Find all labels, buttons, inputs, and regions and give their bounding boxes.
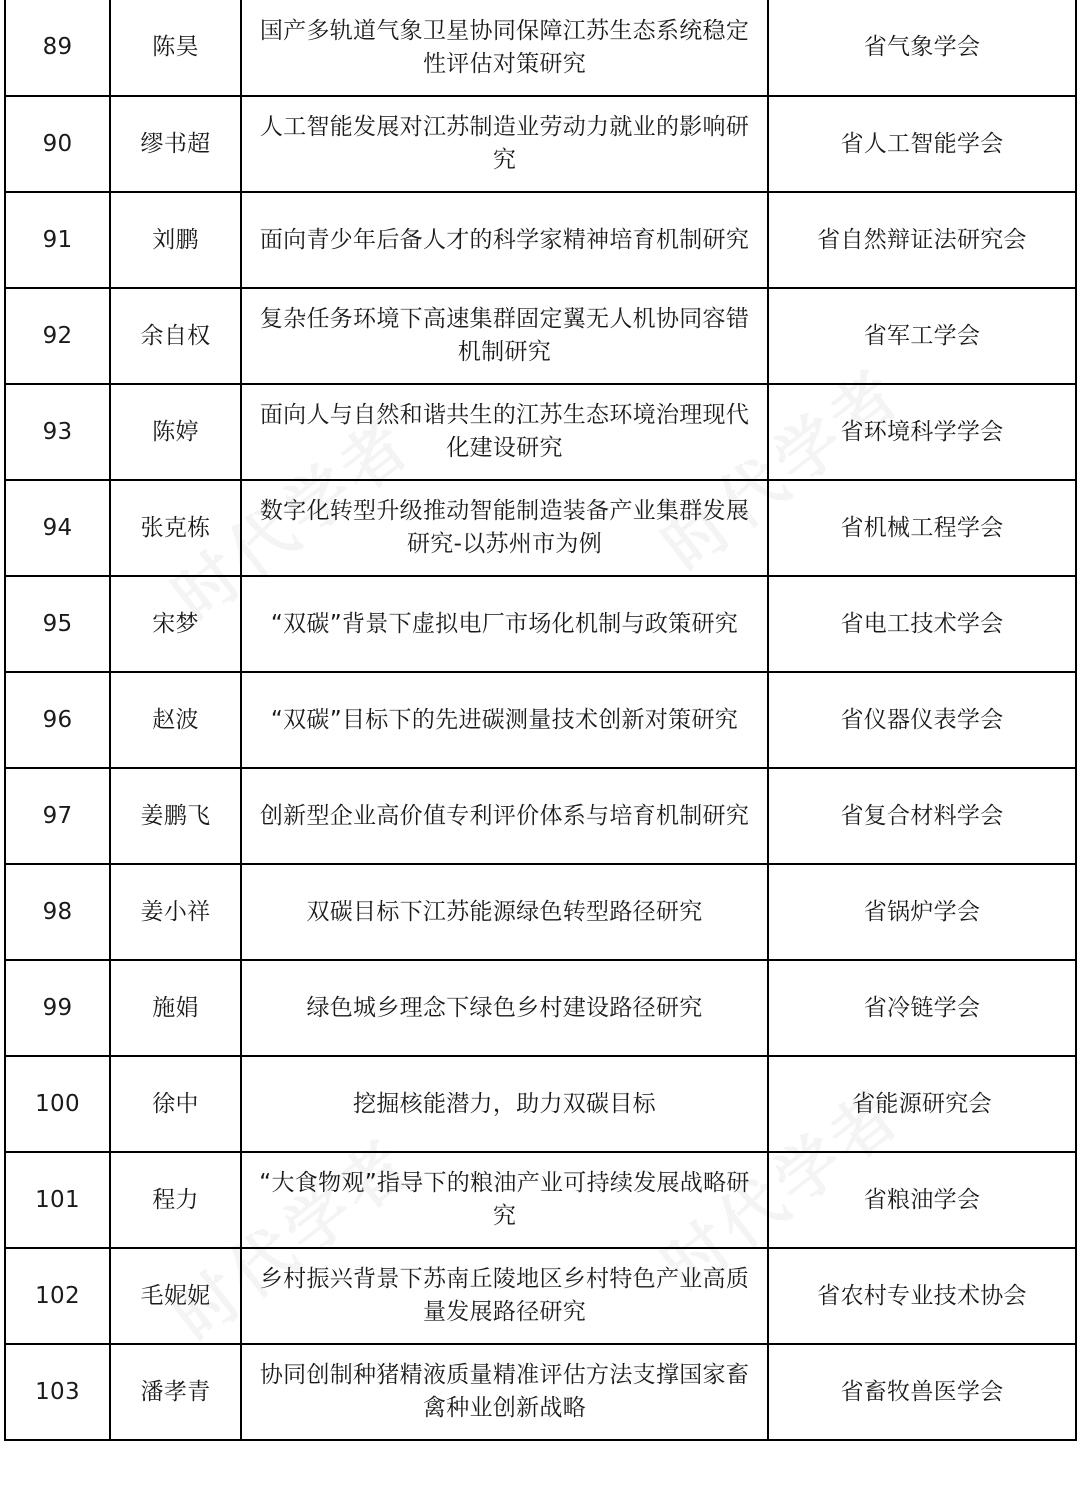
project-title: “双碳”目标下的先进碳测量技术创新对策研究 bbox=[241, 672, 768, 768]
table-row bbox=[5, 1056, 1076, 1152]
organization: 省锅炉学会 bbox=[768, 864, 1076, 960]
row-index: 91 bbox=[5, 192, 110, 288]
row-index: 102 bbox=[5, 1248, 110, 1344]
row-index: 100 bbox=[5, 1056, 110, 1152]
project-table bbox=[4, 0, 1077, 1441]
researcher-name: 徐中 bbox=[110, 1056, 241, 1152]
row-index: 94 bbox=[5, 480, 110, 576]
researcher-name: 余自权 bbox=[110, 288, 241, 384]
table-row bbox=[5, 768, 1076, 864]
project-title: 协同创制种猪精液质量精准评估方法支撑国家畜禽种业创新战略 bbox=[241, 1344, 768, 1440]
table-row bbox=[5, 1248, 1076, 1344]
project-title: “大食物观”指导下的粮油产业可持续发展战略研究 bbox=[241, 1152, 768, 1248]
table-row bbox=[5, 1152, 1076, 1248]
table-row bbox=[5, 480, 1076, 576]
row-index: 95 bbox=[5, 576, 110, 672]
project-title: 面向青少年后备人才的科学家精神培育机制研究 bbox=[241, 192, 768, 288]
row-index: 99 bbox=[5, 960, 110, 1056]
organization: 省仪器仪表学会 bbox=[768, 672, 1076, 768]
table-row bbox=[5, 384, 1076, 480]
organization: 省机械工程学会 bbox=[768, 480, 1076, 576]
researcher-name: 潘孝青 bbox=[110, 1344, 241, 1440]
table-row bbox=[5, 288, 1076, 384]
researcher-name: 陈昊 bbox=[110, 0, 241, 96]
researcher-name: 张克栋 bbox=[110, 480, 241, 576]
organization: 省人工智能学会 bbox=[768, 96, 1076, 192]
organization: 省畜牧兽医学会 bbox=[768, 1344, 1076, 1440]
row-index: 93 bbox=[5, 384, 110, 480]
row-index: 96 bbox=[5, 672, 110, 768]
project-title: 绿色城乡理念下绿色乡村建设路径研究 bbox=[241, 960, 768, 1056]
table-row bbox=[5, 672, 1076, 768]
row-index: 97 bbox=[5, 768, 110, 864]
organization: 省冷链学会 bbox=[768, 960, 1076, 1056]
researcher-name: 施娟 bbox=[110, 960, 241, 1056]
row-index: 90 bbox=[5, 96, 110, 192]
researcher-name: 毛妮妮 bbox=[110, 1248, 241, 1344]
researcher-name: 姜鹏飞 bbox=[110, 768, 241, 864]
researcher-name: 赵波 bbox=[110, 672, 241, 768]
organization: 省粮油学会 bbox=[768, 1152, 1076, 1248]
organization: 省军工学会 bbox=[768, 288, 1076, 384]
row-index: 92 bbox=[5, 288, 110, 384]
project-title: 双碳目标下江苏能源绿色转型路径研究 bbox=[241, 864, 768, 960]
researcher-name: 姜小祥 bbox=[110, 864, 241, 960]
organization: 省电工技术学会 bbox=[768, 576, 1076, 672]
table-row bbox=[5, 960, 1076, 1056]
table-row bbox=[5, 96, 1076, 192]
project-title: 挖掘核能潜力，助力双碳目标 bbox=[241, 1056, 768, 1152]
organization: 省农村专业技术协会 bbox=[768, 1248, 1076, 1344]
researcher-name: 程力 bbox=[110, 1152, 241, 1248]
project-title: 复杂任务环境下高速集群固定翼无人机协同容错机制研究 bbox=[241, 288, 768, 384]
project-title: “双碳”背景下虚拟电厂市场化机制与政策研究 bbox=[241, 576, 768, 672]
organization: 省复合材料学会 bbox=[768, 768, 1076, 864]
project-title: 面向人与自然和谐共生的江苏生态环境治理现代化建设研究 bbox=[241, 384, 768, 480]
row-index: 98 bbox=[5, 864, 110, 960]
table-row bbox=[5, 576, 1076, 672]
table-row bbox=[5, 1344, 1076, 1440]
researcher-name: 缪书超 bbox=[110, 96, 241, 192]
row-index: 103 bbox=[5, 1344, 110, 1440]
project-title: 乡村振兴背景下苏南丘陵地区乡村特色产业高质量发展路径研究 bbox=[241, 1248, 768, 1344]
organization: 省自然辩证法研究会 bbox=[768, 192, 1076, 288]
project-title: 创新型企业高价值专利评价体系与培育机制研究 bbox=[241, 768, 768, 864]
project-title: 人工智能发展对江苏制造业劳动力就业的影响研究 bbox=[241, 96, 768, 192]
table-row bbox=[5, 0, 1076, 96]
project-title: 国产多轨道气象卫星协同保障江苏生态系统稳定性评估对策研究 bbox=[241, 0, 768, 96]
researcher-name: 宋梦 bbox=[110, 576, 241, 672]
row-index: 101 bbox=[5, 1152, 110, 1248]
organization: 省能源研究会 bbox=[768, 1056, 1076, 1152]
researcher-name: 陈婷 bbox=[110, 384, 241, 480]
table-row bbox=[5, 192, 1076, 288]
organization: 省气象学会 bbox=[768, 0, 1076, 96]
researcher-name: 刘鹏 bbox=[110, 192, 241, 288]
table-row bbox=[5, 864, 1076, 960]
project-title: 数字化转型升级推动智能制造装备产业集群发展研究-以苏州市为例 bbox=[241, 480, 768, 576]
organization: 省环境科学学会 bbox=[768, 384, 1076, 480]
row-index: 89 bbox=[5, 0, 110, 96]
